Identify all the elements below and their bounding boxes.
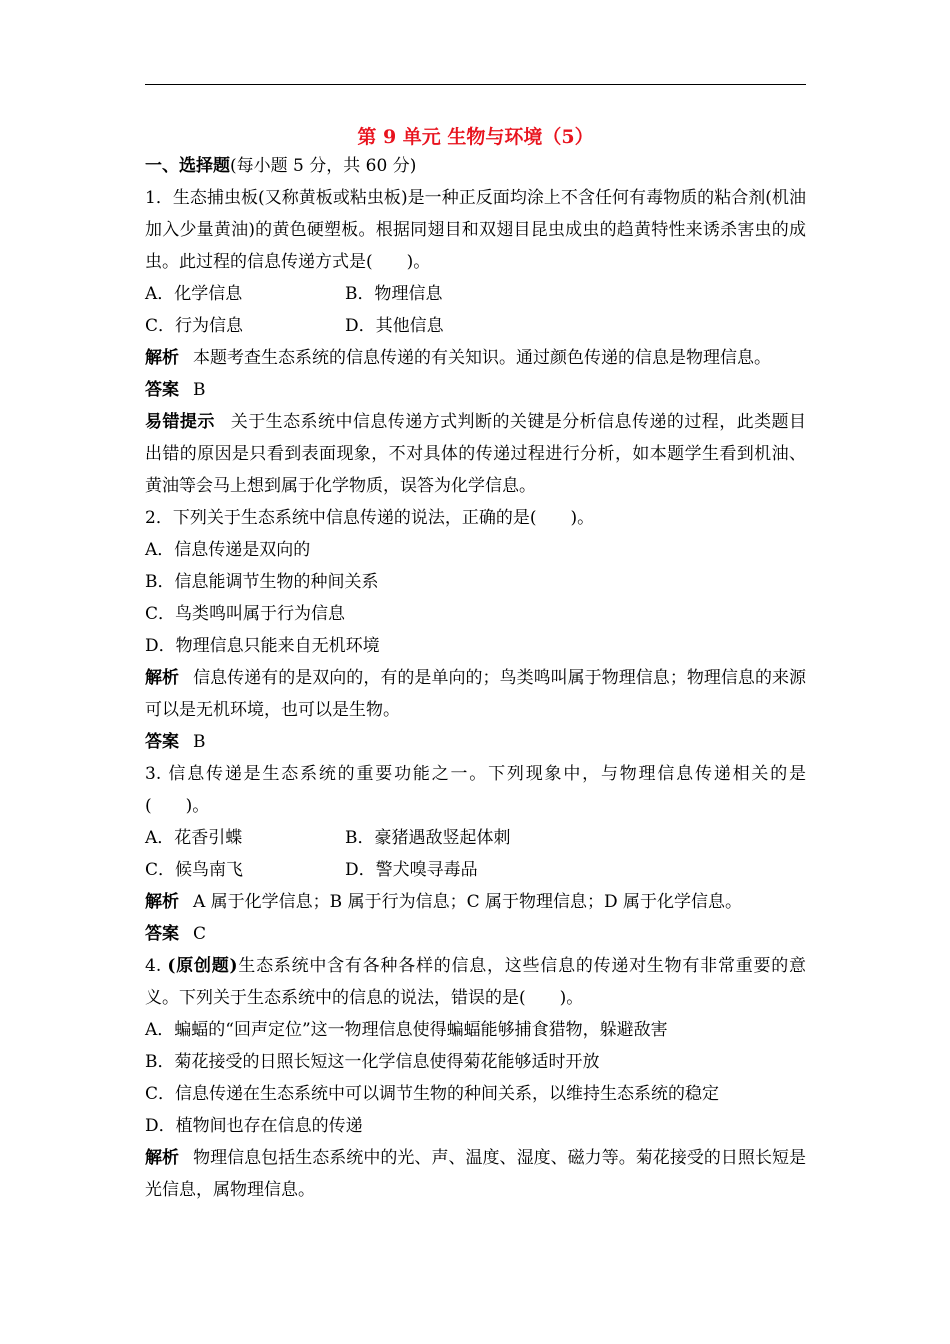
analysis-label: 解析 bbox=[145, 668, 180, 688]
question-3-answer bbox=[145, 918, 806, 950]
answer-label: 答案 bbox=[145, 732, 179, 752]
question-3-option-b: B．豪猪遇敌竖起体刺 bbox=[345, 828, 511, 848]
answer-value: B bbox=[193, 380, 206, 400]
question-4-option-a: A．蝙蝠的“回声定位”这一物理信息使得蝙蝠能够捕食猎物，躲避敌害 bbox=[145, 1020, 668, 1040]
section-note: (每小题 5 分，共 60 分) bbox=[230, 156, 417, 176]
question-4-option-b: B．菊花接受的日照长短这一化学信息使得菊花能够适时开放 bbox=[145, 1052, 600, 1072]
question-1-options-row-1 bbox=[145, 278, 806, 310]
question-4-tag: (原创题) bbox=[167, 956, 238, 976]
analysis-label: 解析 bbox=[145, 348, 179, 368]
answer-value: C bbox=[193, 924, 207, 944]
question-4-body: 生态系统中含有各种各样的信息，这些信息的传递对生物有非常重要的意义。下列关于生态系统中的信息的说法，错误的是( )。 bbox=[145, 956, 807, 1008]
answer-value: B bbox=[193, 732, 206, 752]
answer-label: 答案 bbox=[145, 924, 179, 944]
analysis-text: A 属于化学信息；B 属于行为信息；C 属于物理信息；D 属于化学信息。 bbox=[193, 892, 743, 912]
header-rule bbox=[145, 84, 806, 85]
analysis-label: 解析 bbox=[145, 892, 179, 912]
question-2-analysis bbox=[145, 662, 806, 726]
analysis-label: 解析 bbox=[145, 1148, 180, 1168]
question-2-option-c: C．鸟类鸣叫属于行为信息 bbox=[145, 604, 346, 624]
question-4-number: 4. bbox=[145, 956, 168, 976]
question-1-analysis bbox=[145, 342, 806, 374]
question-4-option-d: D．植物间也存在信息的传递 bbox=[145, 1116, 363, 1136]
question-1-option-b: B．物理信息 bbox=[345, 284, 443, 304]
question-3-options-row-1 bbox=[145, 822, 806, 854]
question-1-option-c: C．行为信息 bbox=[145, 316, 244, 336]
question-3-text: 3. 信息传递是生态系统的重要功能之一。下列现象中，与物理信息传递相关的是( )。 bbox=[145, 764, 806, 816]
analysis-text: 本题考查生态系统的信息传递的有关知识。通过颜色传递的信息是物理信息。 bbox=[193, 348, 771, 368]
question-1-text: 1．生态捕虫板(又称黄板或粘虫板)是一种正反面均涂上不含任何有毒物质的粘合剂(机油加入少量黄油)的黄色硬塑板。根据同翅目和双翅目昆虫成虫的趋黄特性来诱杀害虫的成虫。此过程的信息传递方式是( )。 bbox=[145, 188, 806, 272]
hint-label: 易错提示 bbox=[145, 412, 215, 432]
question-2-option-a: A．信息传递是双向的 bbox=[145, 540, 311, 560]
question-2-text: 2．下列关于生态系统中信息传递的说法，正确的是( )。 bbox=[145, 508, 595, 528]
document-body bbox=[145, 122, 806, 1206]
question-3-option-d: D．警犬嗅寻毒品 bbox=[345, 860, 478, 880]
question-2-answer bbox=[145, 726, 806, 758]
page-title: 第 9 单元 生物与环境（5） bbox=[357, 126, 594, 148]
answer-label: 答案 bbox=[145, 380, 179, 400]
question-3-analysis bbox=[145, 886, 806, 918]
question-4-option-c: C．信息传递在生态系统中可以调节生物的种间关系，以维持生态系统的稳定 bbox=[145, 1084, 720, 1104]
question-2-option-d: D．物理信息只能来自无机环境 bbox=[145, 636, 380, 656]
section-heading bbox=[145, 150, 806, 182]
question-3-option-a: A．花香引蝶 bbox=[145, 828, 243, 848]
question-1-option-a: A．化学信息 bbox=[145, 284, 243, 304]
hint-text: 关于生态系统中信息传递方式判断的关键是分析信息传递的过程，此类题目出错的原因是只看到表面现象，不对具体的传递过程进行分析，如本题学生看到机油、黄油等会马上想到属于化学物质，误答为化学信息。 bbox=[145, 412, 807, 496]
question-3-option-c: C．候鸟南飞 bbox=[145, 860, 244, 880]
section-heading-text: 一、选择题 bbox=[145, 156, 230, 176]
analysis-text: 物理信息包括生态系统中的光、声、温度、湿度、磁力等。菊花接受的日照长短是光信息，属物理信息。 bbox=[145, 1148, 807, 1200]
question-4-analysis bbox=[145, 1142, 806, 1206]
analysis-text: 信息传递有的是双向的，有的是单向的；鸟类鸣叫属于物理信息；物理信息的来源可以是无机环境，也可以是生物。 bbox=[145, 668, 807, 720]
question-1-answer bbox=[145, 374, 806, 406]
question-4-text bbox=[145, 950, 806, 1014]
question-1-option-d: D．其他信息 bbox=[345, 316, 444, 336]
question-1-options-row-2 bbox=[145, 310, 806, 342]
question-2-option-b: B．信息能调节生物的种间关系 bbox=[145, 572, 379, 592]
question-1-hint bbox=[145, 406, 806, 502]
question-3-options-row-2 bbox=[145, 854, 806, 886]
